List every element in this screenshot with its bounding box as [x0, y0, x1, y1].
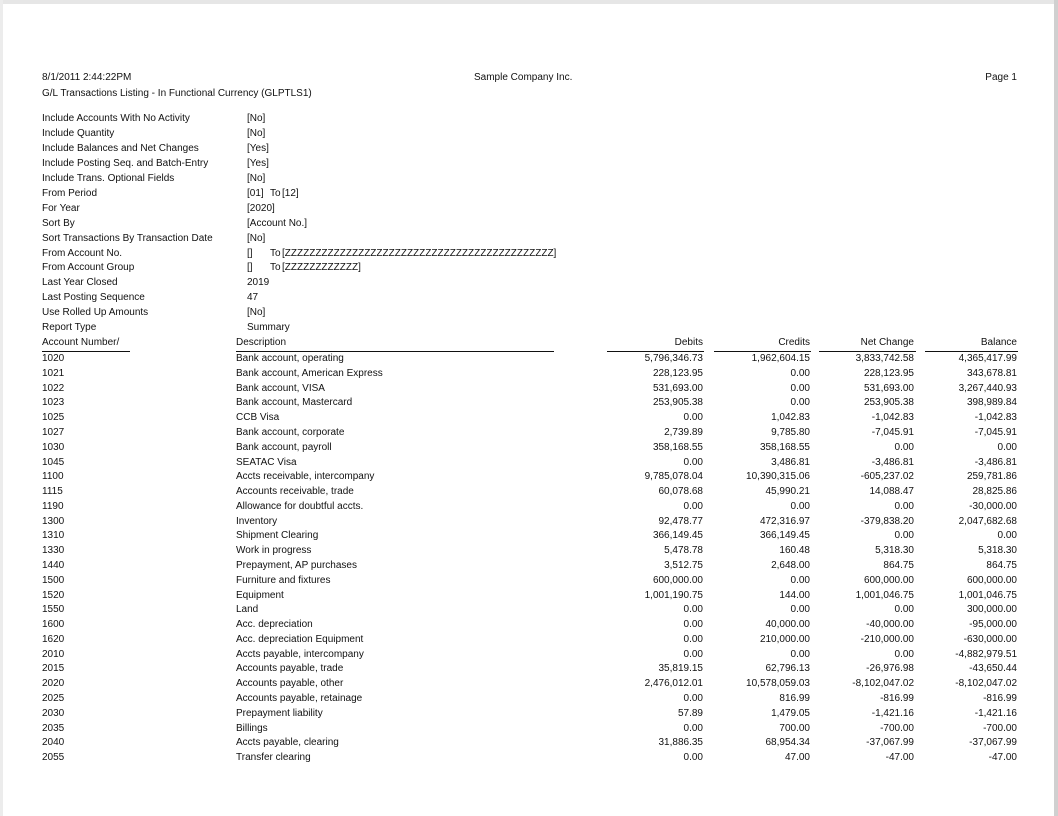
table-row [0, 397, 1058, 411]
row-balance: -43,650.44 [969, 663, 1017, 675]
param-value: [No] [247, 127, 266, 139]
row-account: 1500 [42, 574, 65, 586]
table-row [0, 457, 1058, 471]
row-description: Bank account, payroll [236, 441, 332, 453]
param-value: Summary [247, 322, 290, 334]
table-row [0, 442, 1058, 456]
row-net-change: 228,123.95 [863, 367, 914, 379]
row-credits: 1,042.83 [771, 412, 810, 424]
row-account: 1190 [42, 500, 64, 512]
row-balance: 1,001,046.75 [958, 589, 1017, 601]
row-credits: 700.00 [779, 722, 810, 734]
row-net-change: -47.00 [885, 752, 914, 764]
row-account: 2015 [42, 663, 65, 675]
row-net-change: 14,088.47 [869, 486, 914, 497]
table-row [0, 649, 1058, 663]
row-description: CCB Visa [236, 412, 280, 424]
param-label: Include Balances and Net Changes [42, 142, 199, 154]
row-balance: 28,825.86 [972, 486, 1017, 497]
table-row [0, 619, 1058, 633]
param-label: Include Trans. Optional Fields [42, 172, 175, 184]
param-label: Include Accounts With No Activity [42, 113, 190, 124]
row-net-change: -7,045.91 [871, 426, 914, 438]
row-account: 1520 [42, 589, 65, 601]
row-account: 1023 [42, 397, 65, 409]
row-net-change: 0.00 [894, 648, 914, 660]
param-value: [] [247, 247, 253, 259]
row-debits: 600,000.00 [652, 574, 703, 586]
row-description: Bank account, operating [236, 353, 344, 364]
row-credits: 62,796.13 [765, 663, 810, 675]
row-net-change: -816.99 [880, 692, 914, 704]
row-account: 2040 [42, 737, 65, 749]
row-credits: 10,578,059.03 [746, 678, 810, 690]
row-credits: 2,648.00 [771, 559, 810, 571]
col-header-account: Account Number/ [42, 337, 120, 348]
row-account: 1100 [42, 471, 64, 483]
row-account: 1600 [42, 619, 65, 630]
table-row [0, 693, 1058, 707]
row-net-change: -1,042.83 [871, 412, 914, 424]
row-net-change: 864.75 [883, 559, 914, 571]
row-net-change: -8,102,047.02 [852, 678, 914, 690]
table-row [0, 723, 1058, 737]
row-balance: -95,000.00 [969, 619, 1017, 630]
row-account: 1330 [42, 545, 65, 557]
row-credits: 816.99 [779, 692, 810, 704]
row-description: Acc. depreciation [236, 619, 313, 630]
table-row [0, 427, 1058, 441]
row-account: 2025 [42, 692, 65, 704]
row-net-change: 0.00 [894, 500, 914, 512]
row-balance: -1,421.16 [974, 707, 1017, 719]
row-debits: 9,785,078.04 [644, 471, 703, 483]
col-header-description: Description [236, 337, 287, 348]
table-row [0, 737, 1058, 751]
table-row [0, 412, 1058, 426]
row-account: 1020 [42, 353, 65, 364]
table-row [0, 545, 1058, 559]
row-account: 2030 [42, 707, 65, 719]
row-net-change: 531,693.00 [863, 382, 914, 394]
row-balance: -47.00 [988, 752, 1017, 764]
row-description: Bank account, Mastercard [236, 397, 353, 409]
row-debits: 531,693.00 [652, 382, 703, 394]
row-net-change: -37,067.99 [866, 737, 914, 749]
param-label: Report Type [42, 322, 97, 334]
row-credits: 0.00 [790, 397, 810, 409]
row-balance: 0.00 [997, 530, 1017, 542]
row-account: 1030 [42, 441, 65, 453]
row-description: Inventory [236, 515, 278, 527]
param-to-value: [12] [282, 187, 299, 199]
row-credits: 144.00 [779, 589, 810, 601]
row-debits: 60,078.68 [658, 486, 703, 497]
row-net-change: -379,838.20 [860, 515, 914, 527]
row-description: Furniture and fixtures [236, 574, 331, 586]
col-header-balance: Balance [980, 337, 1017, 348]
row-balance: 3,267,440.93 [958, 382, 1017, 394]
row-credits: 358,168.55 [759, 441, 810, 453]
row-credits: 0.00 [790, 574, 810, 586]
underline-debits [607, 351, 704, 352]
row-account: 2020 [42, 678, 65, 690]
row-account: 1045 [42, 456, 65, 468]
row-credits: 1,962,604.15 [751, 353, 810, 364]
row-credits: 0.00 [790, 604, 810, 616]
row-description: Land [236, 604, 259, 616]
col-header-debits: Debits [674, 337, 703, 348]
row-balance: -3,486.81 [974, 456, 1017, 468]
row-credits: 47.00 [784, 752, 810, 764]
row-balance: 600,000.00 [966, 574, 1017, 586]
row-debits: 2,739.89 [664, 426, 703, 438]
row-debits: 366,149.45 [652, 530, 703, 542]
row-credits: 68,954.34 [765, 737, 810, 749]
param-value: [No] [247, 232, 266, 244]
row-description: Prepayment liability [236, 707, 323, 719]
row-debits: 5,796,346.73 [644, 353, 703, 364]
row-credits: 0.00 [790, 648, 810, 660]
table-row [0, 560, 1058, 574]
table-row [0, 530, 1058, 544]
row-account: 1022 [42, 382, 65, 394]
row-description: Allowance for doubtful accts. [236, 500, 364, 512]
param-label: Include Posting Seq. and Batch-Entry [42, 157, 209, 169]
param-label: Include Quantity [42, 127, 115, 139]
row-balance: -37,067.99 [969, 737, 1017, 749]
table-row [0, 471, 1058, 485]
row-description: Shipment Clearing [236, 530, 319, 542]
row-description: Equipment [236, 589, 284, 601]
row-balance: 2,047,682.68 [958, 515, 1017, 527]
row-net-change: -605,237.02 [860, 471, 914, 483]
row-net-change: 0.00 [894, 604, 914, 616]
row-balance: -8,102,047.02 [955, 678, 1017, 690]
table-row [0, 486, 1058, 500]
param-label: Last Year Closed [42, 277, 118, 289]
row-account: 2055 [42, 752, 65, 764]
table-row [0, 634, 1058, 648]
page-number: Page 1 [985, 72, 1017, 83]
param-value: 2019 [247, 277, 270, 289]
table-row [0, 575, 1058, 589]
row-description: Accounts payable, retainage [236, 692, 363, 704]
row-description: Accts payable, intercompany [236, 648, 364, 660]
row-net-change: 5,318.30 [875, 545, 914, 557]
row-net-change: -1,421.16 [871, 707, 914, 719]
row-account: 2035 [42, 722, 65, 734]
row-credits: 9,785.80 [771, 426, 810, 438]
row-debits: 0.00 [683, 500, 703, 512]
row-debits: 0.00 [683, 412, 703, 424]
row-net-change: 253,905.38 [863, 397, 914, 409]
param-to-value: [ZZZZZZZZZZZZ] [282, 262, 361, 274]
row-account: 1620 [42, 633, 65, 645]
row-net-change: -700.00 [880, 722, 914, 734]
row-debits: 0.00 [683, 692, 703, 704]
row-net-change: 1,001,046.75 [855, 589, 914, 601]
row-credits: 366,149.45 [759, 530, 810, 542]
row-balance: -816.99 [983, 692, 1017, 704]
row-net-change: -3,486.81 [871, 456, 914, 468]
col-header-net-change: Net Change [860, 337, 914, 348]
row-account: 1550 [42, 604, 65, 616]
param-value: [Yes] [247, 142, 269, 154]
row-net-change: 0.00 [894, 441, 914, 453]
param-value: [2020] [247, 202, 275, 214]
param-value: [Account No.] [247, 217, 308, 229]
param-label: From Account No. [42, 247, 123, 259]
table-row [0, 516, 1058, 530]
company-name: Sample Company Inc. [474, 72, 573, 83]
row-account: 2010 [42, 648, 65, 660]
row-debits: 57.89 [677, 707, 703, 719]
row-balance: 864.75 [986, 559, 1017, 571]
row-balance: 5,318.30 [978, 545, 1017, 557]
row-balance: -1,042.83 [974, 412, 1017, 424]
table-row [0, 368, 1058, 382]
row-description: Accts payable, clearing [236, 737, 339, 749]
table-row [0, 752, 1058, 766]
table-row [0, 604, 1058, 618]
row-account: 1115 [42, 486, 63, 497]
row-debits: 0.00 [683, 752, 703, 764]
table-row [0, 708, 1058, 722]
row-debits: 253,905.38 [652, 397, 703, 409]
row-credits: 45,990.21 [765, 486, 810, 497]
row-account: 1025 [42, 412, 65, 424]
underline-balance [925, 351, 1018, 352]
row-debits: 0.00 [683, 619, 703, 630]
param-to: To [270, 187, 281, 199]
row-account: 1440 [42, 559, 65, 571]
row-credits: 472,316.97 [759, 515, 810, 527]
row-balance: 4,365,417.99 [958, 353, 1017, 364]
report-title: G/L Transactions Listing - In Functional Currency (GLPTLS1) [42, 88, 312, 99]
row-account: 1300 [42, 515, 65, 527]
param-value: 47 [247, 292, 259, 304]
col-header-credits: Credits [778, 337, 810, 348]
row-debits: 0.00 [683, 722, 703, 734]
row-credits: 0.00 [790, 500, 810, 512]
param-label: Sort By [42, 217, 75, 229]
param-value: [No] [247, 172, 266, 184]
row-balance: -7,045.91 [974, 426, 1017, 438]
row-debits: 228,123.95 [652, 367, 703, 379]
row-debits: 3,512.75 [664, 559, 703, 571]
param-to: To [270, 247, 281, 259]
table-row [0, 353, 1058, 367]
row-balance: 300,000.00 [966, 604, 1017, 616]
row-description: Prepayment, AP purchases [236, 559, 357, 571]
param-value: [01] [247, 187, 264, 199]
param-label: For Year [42, 202, 80, 214]
table-row [0, 501, 1058, 515]
row-net-change: 0.00 [894, 530, 914, 542]
table-row [0, 678, 1058, 692]
row-debits: 31,886.35 [658, 737, 703, 749]
row-credits: 0.00 [790, 382, 810, 394]
table-row [0, 383, 1058, 397]
row-net-change: -26,976.98 [866, 663, 914, 675]
row-description: Work in progress [236, 545, 312, 557]
row-credits: 10,390,315.06 [746, 471, 810, 483]
row-debits: 0.00 [683, 604, 703, 616]
row-debits: 0.00 [683, 456, 703, 468]
row-description: Accounts receivable, trade [236, 486, 354, 497]
param-label: Last Posting Sequence [42, 292, 145, 304]
underline-credits [714, 351, 811, 352]
row-debits: 2,476,012.01 [644, 678, 703, 690]
row-debits: 0.00 [683, 633, 703, 645]
table-row [0, 590, 1058, 604]
row-balance: 343,678.81 [966, 367, 1017, 379]
row-balance: 398,989.84 [966, 397, 1017, 409]
param-value: [] [247, 262, 253, 274]
param-label: Sort Transactions By Transaction Date [42, 232, 213, 244]
param-value: [No] [247, 113, 266, 124]
row-balance: -700.00 [983, 722, 1017, 734]
row-debits: 5,478.78 [664, 545, 703, 557]
row-net-change: -210,000.00 [860, 633, 914, 645]
param-label: From Period [42, 187, 98, 199]
table-row [0, 663, 1058, 677]
row-net-change: -40,000.00 [866, 619, 914, 630]
row-net-change: 600,000.00 [863, 574, 914, 586]
row-balance: -630,000.00 [963, 633, 1017, 645]
row-balance: 0.00 [997, 441, 1017, 453]
row-debits: 0.00 [683, 648, 703, 660]
row-debits: 35,819.15 [658, 663, 703, 675]
row-balance: -4,882,979.51 [955, 648, 1017, 660]
row-balance: 259,781.86 [966, 471, 1017, 483]
param-value: [No] [247, 307, 266, 319]
row-account: 1027 [42, 426, 65, 438]
row-description: Accounts payable, trade [236, 663, 344, 675]
row-account: 1310 [42, 530, 65, 542]
row-credits: 210,000.00 [759, 633, 810, 645]
row-description: Transfer clearing [236, 752, 311, 764]
row-net-change: 3,833,742.58 [855, 353, 914, 364]
row-credits: 160.48 [779, 545, 810, 557]
row-credits: 1,479.05 [771, 707, 810, 719]
row-description: Acc. depreciation Equipment [236, 633, 364, 645]
underline-description [236, 351, 554, 352]
row-description: Bank account, American Express [236, 367, 383, 379]
param-value: [Yes] [247, 157, 269, 169]
viewer-top-border [0, 0, 1058, 4]
row-description: Accounts payable, other [236, 678, 344, 690]
row-debits: 92,478.77 [658, 515, 703, 527]
row-credits: 3,486.81 [771, 456, 810, 468]
report-datetime: 8/1/2011 2:44:22PM [42, 72, 132, 83]
underline-net-change [819, 351, 916, 352]
row-credits: 0.00 [790, 367, 810, 379]
param-label: Use Rolled Up Amounts [42, 307, 149, 319]
param-label: From Account Group [42, 262, 135, 274]
row-credits: 40,000.00 [765, 619, 810, 630]
row-debits: 1,001,190.75 [644, 589, 703, 601]
row-balance: -30,000.00 [969, 500, 1017, 512]
row-description: SEATAC Visa [236, 456, 297, 468]
row-debits: 358,168.55 [652, 441, 703, 453]
row-description: Billings [236, 722, 268, 734]
row-account: 1021 [42, 367, 65, 379]
row-description: Accts receivable, intercompany [236, 471, 375, 483]
param-to: To [270, 262, 281, 274]
row-description: Bank account, corporate [236, 426, 345, 438]
row-description: Bank account, VISA [236, 382, 325, 394]
param-to-value: [ZZZZZZZZZZZZZZZZZZZZZZZZZZZZZZZZZZZZZZZZZZZZ] [282, 247, 557, 259]
underline-account [42, 351, 130, 352]
